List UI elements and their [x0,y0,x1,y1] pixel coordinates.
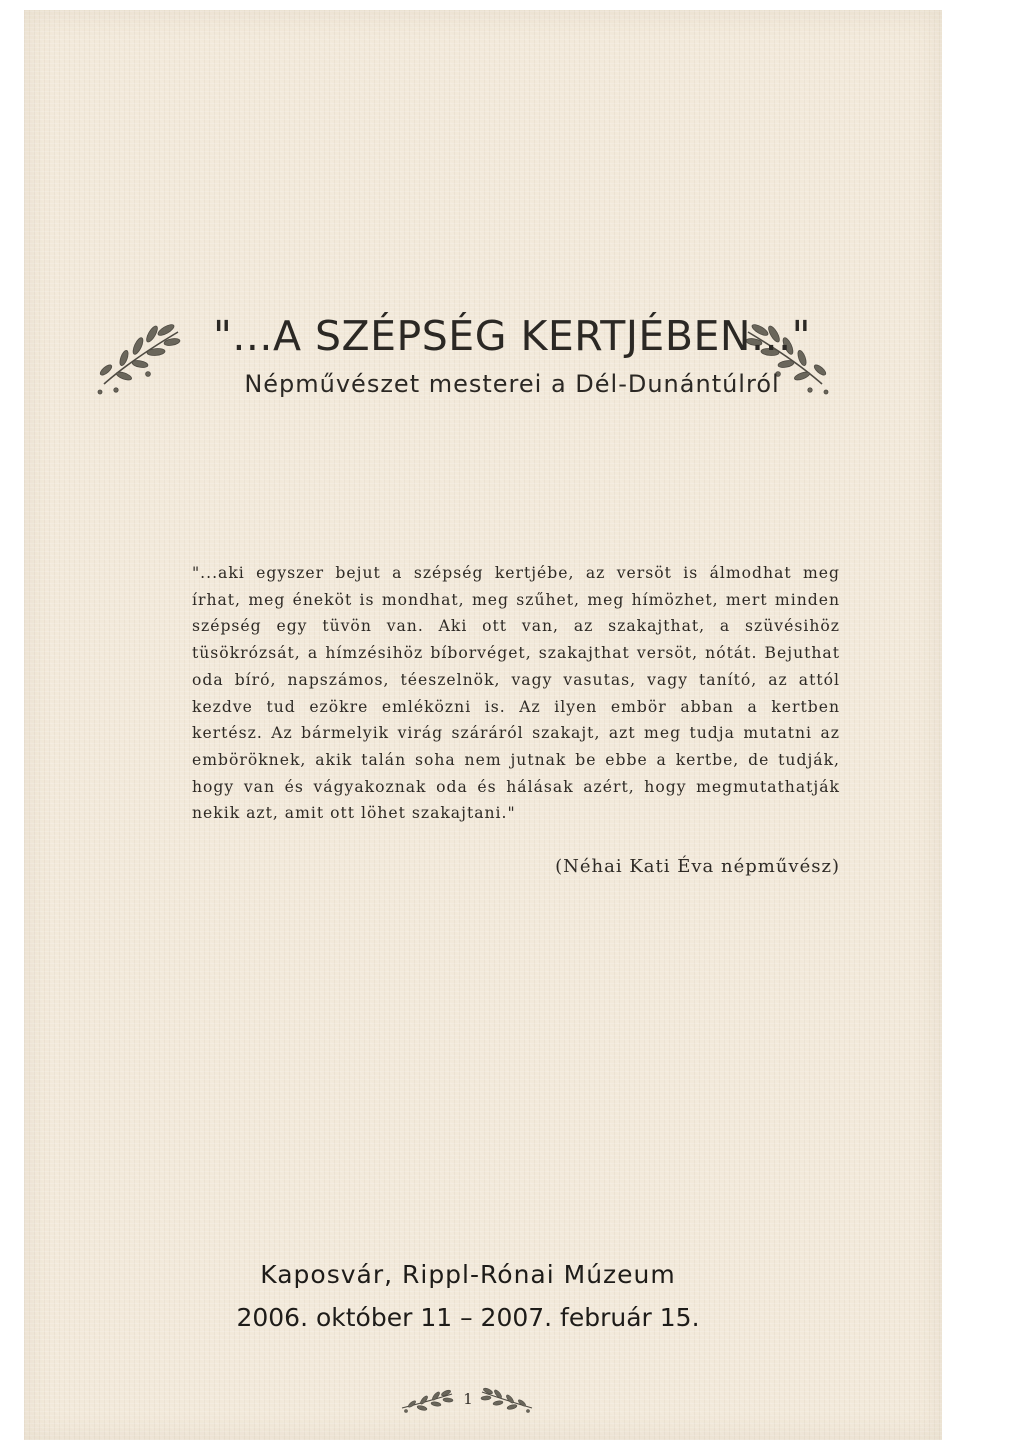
quote-attribution: (Néhai Kati Éva népművész) [555,856,840,877]
page-title: "...A SZÉPSÉG KERTJÉBEN..." [212,312,811,360]
page-number: 1 [463,1390,473,1408]
quote-paragraph: "...aki egyszer bejut a szépség kertjébe, az versöt is álmodhat meg írhat, meg éneköt is mondhat, meg szűhet, meg hímözhet, mert minden szépség egy tüvön van. Aki ott van, az szakajthat, a szüvésihöz tüsökrózsát, a hímzésihöz bíborvéget, szakajthat versöt, nótát. Bejuthat oda bíró, napszámos, téeszelnök, vagy vasutas, vagy tanító, az attól kezdve tud ezökre emléközni is. Az ilyen embör abban a kertben kertész. Az bármelyik virág száráról szakajt, azt meg tudja mutatni az emböröknek, akik talán soha nem jutnak be ebbe a kertbe, de tudják, hogy van és vágyakoznak oda és hálásak azért, hogy megmutathatják nekik azt, amit ott löhet szakajtani." [192,564,840,823]
exhibition-dates: 2006. október 11 – 2007. február 15. [236,1303,700,1332]
olive-branch-icon [478,1386,536,1414]
olive-branch-icon [398,1388,456,1414]
exhibition-venue: Kaposvár, Rippl-Rónai Múzeum [260,1260,676,1289]
page-subtitle: Népművészet mesterei a Dél-Dunántúlról [244,370,780,398]
